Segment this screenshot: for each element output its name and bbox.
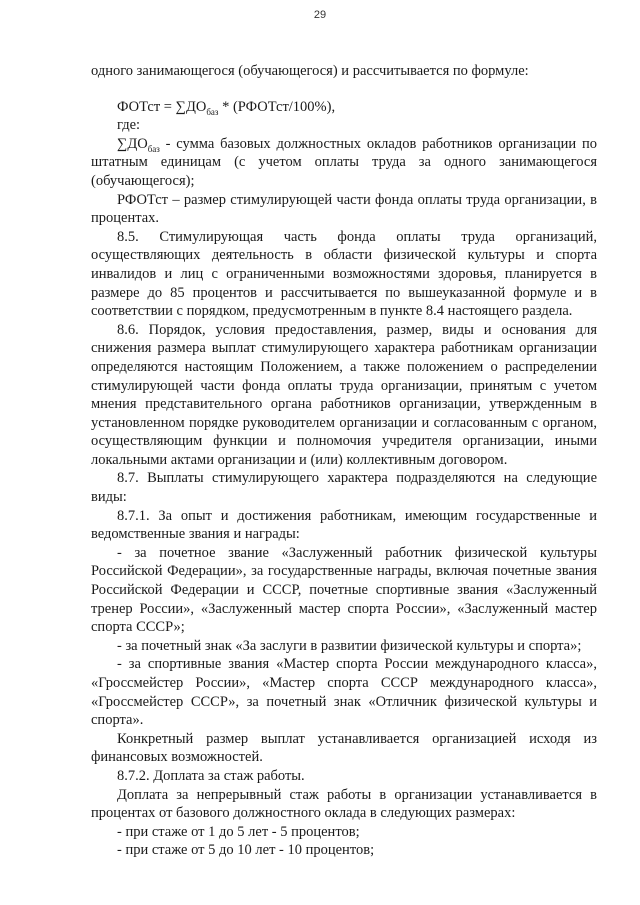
list-item-stage-2: - при стаже от 5 до 10 лет - 10 процентов; [117,842,375,859]
definition-rfot: РФОТст – размер стимулирующей части фонда оплаты труда организации, в процентах. [91,191,597,227]
definition-sum-text: - сумма базовых должностных окладов работников организации по штатным единицам (с учетом оплаты труда за одного занимающегося (обучающегося); [91,135,597,189]
paragraph-8-7: 8.7. Выплаты стимулирующего характера подразделяются на следующие виды: [91,470,597,506]
formula-subscript: баз [206,106,219,117]
definition-sum [91,135,597,191]
list-item-honorary-title: - за почетное звание «Заслуженный работник физической культуры Российской Федерации», за государственные награды, включая почетные звания Российской Федерации и СССР, почетные спортивные звания «Заслуженный тренер России», «Заслуженный мастер спорта России», «Заслуженный мастер спорта СССР»; [91,544,597,636]
paragraph-8-5: 8.5. Стимулирующая часть фонда оплаты труда организаций, осуществляющих деятельность в области физической культуры и спорта инвалидов и лиц с ограниченными возможностями здоровья, планируется в размере до 85 процентов и рассчитывается по вышеуказанной формуле и в соответствии с порядком, предусмотренным в пункте 8.4 настоящего раздела. [91,228,597,320]
list-item-stage-1: - при стаже от 1 до 5 лет - 5 процентов; [117,823,360,840]
definition-sum-subscript: баз [147,143,160,154]
formula-lhs: ФОТст = ∑ДО [117,98,207,115]
formula-where: где: [117,117,141,134]
paragraph-continuous-service: Доплата за непрерывный стаж работы в организации устанавливается в процентах от базового должностного оклада в следующих размерах: [91,786,597,822]
paragraph-8-7-1: 8.7.1. За опыт и достижения работникам, имеющим государственные и ведомственные звания и награды: [91,507,597,543]
document-body [91,62,597,860]
formula [91,98,597,117]
list-item-sport-titles: - за спортивные звания «Мастер спорта России международного класса», «Гроссмейстер России», «Мастер спорта СССР международного класса», «Гроссмейстер СССР», за почетный знак «Отличник физической культуры и спорта». [91,656,597,729]
page-number: 29 [313,9,327,21]
paragraph-intro: одного занимающегося (обучающегося) и рассчитывается по формуле: [91,63,529,79]
paragraph-8-6: 8.6. Порядок, условия предоставления, размер, виды и основания для снижения размера выплат стимулирующего характера работникам организации определяются настоящим Положением, а также положением о распределении стимулирующей части фонда оплаты труда организации, принятым с учетом мнения представительного органа работников организации, утвержденным в установленном порядке руководителем организации и согласованным с органом, осуществляющим функции и полномочия учредителя организации, иными локальными актами организации и (или) коллективным договором. [91,321,597,468]
list-item-honorary-badge: - за почетный знак «За заслуги в развитии физической культуры и спорта»; [117,637,582,654]
paragraph-8-7-2: 8.7.2. Доплата за стаж работы. [117,767,305,784]
paragraph-amount: Конкретный размер выплат устанавливается организацией исходя из финансовых возможностей. [91,730,597,766]
definition-sum-symbol: ∑ДО [117,135,148,152]
formula-rhs: * (РФОТст/100%), [218,98,336,115]
